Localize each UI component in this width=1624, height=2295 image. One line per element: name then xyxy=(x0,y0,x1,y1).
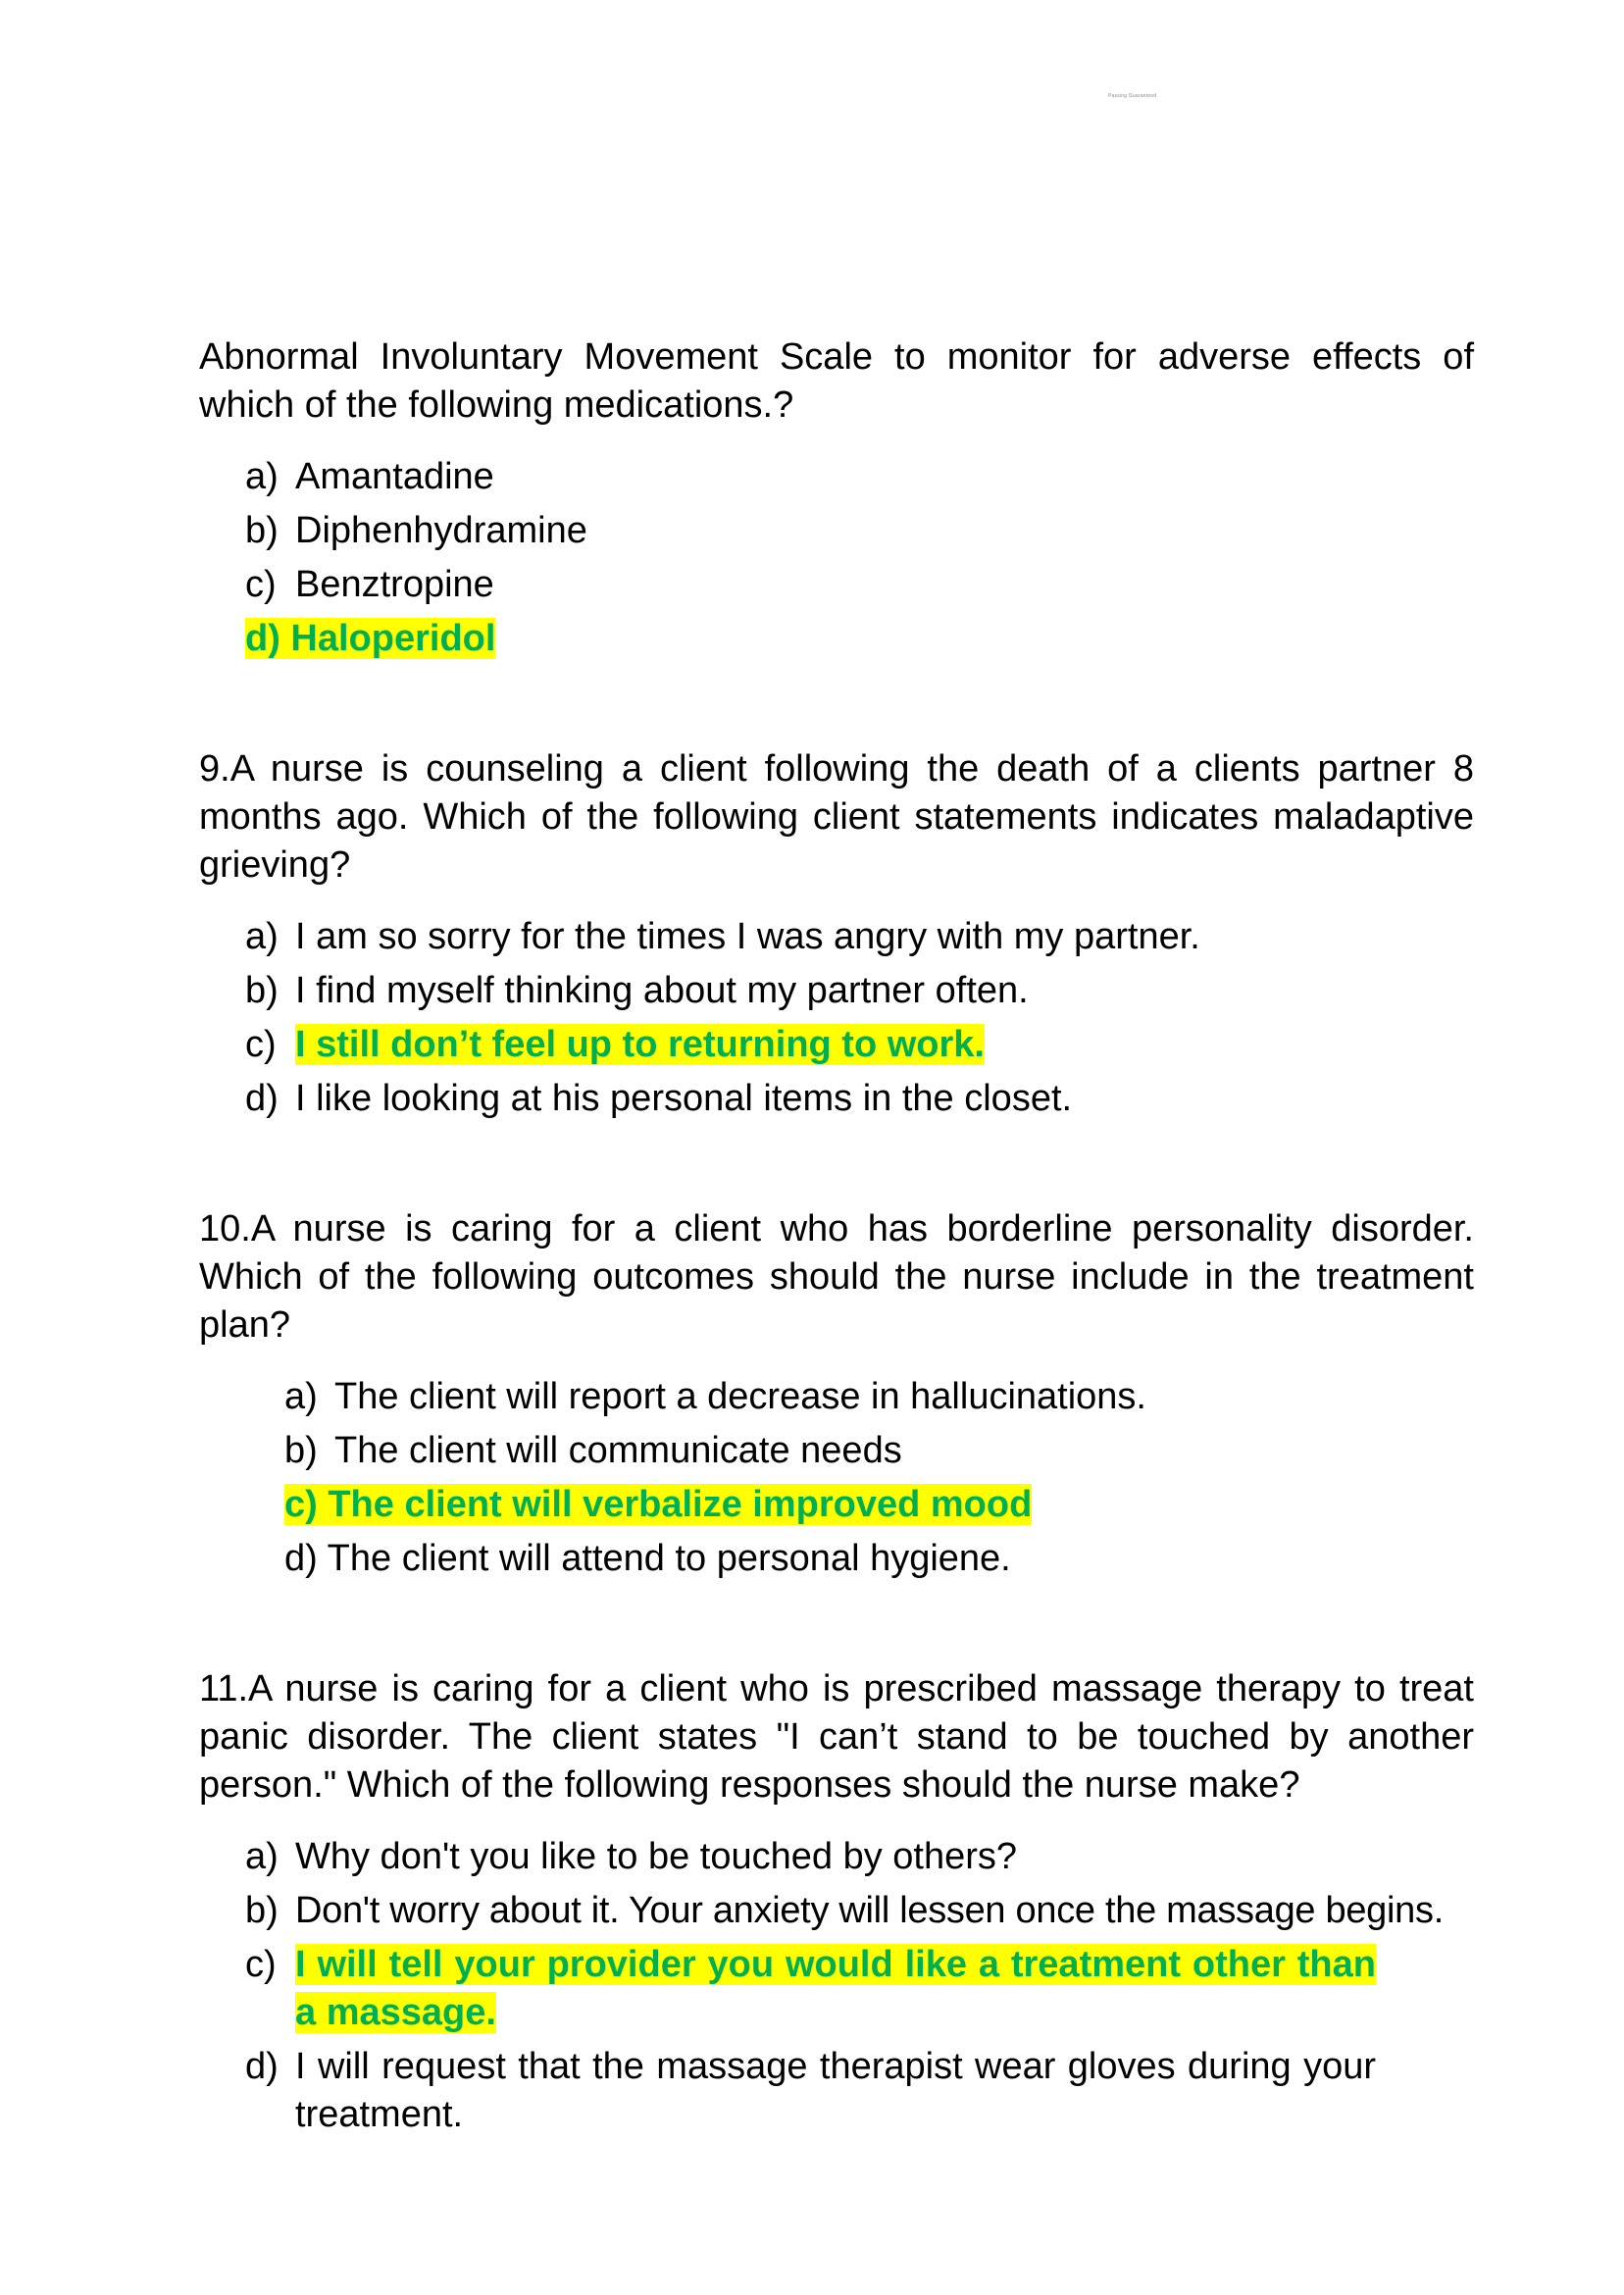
option-label: c) xyxy=(245,1944,277,1985)
answer-option-c-correct xyxy=(199,1481,1474,1529)
question-text: Abnormal Involuntary Movement Scale to monitor for adverse effects of which of the following medications.? xyxy=(199,336,1474,426)
option-label: b) xyxy=(284,1430,318,1471)
answer-option-b xyxy=(199,1427,1474,1475)
highlighted-answer: c) The client will verbalize improved mood xyxy=(284,1484,1033,1525)
question-text: 10.A nurse is caring for a client who has borderline personality disorder. Which of the following outcomes should the nurse include in the treatment plan? xyxy=(199,1208,1474,1346)
option-text xyxy=(295,1941,1376,2037)
option-text xyxy=(295,1021,1474,1069)
option-text: I find myself thinking about my partner often. xyxy=(295,970,1029,1011)
option-label: c) xyxy=(245,1024,277,1065)
answer-option-c xyxy=(199,561,1474,609)
option-label: a) xyxy=(284,1376,318,1417)
option-text: Diphenhydramine xyxy=(295,510,587,551)
option-text: Amantadine xyxy=(295,456,494,497)
option-text: The client will report a decrease in hallucinations. xyxy=(334,1376,1146,1417)
option-text: Don't worry about it. Your anxiety will lessen once the massage begins. xyxy=(295,1890,1444,1931)
option-text: I will request that the massage therapist wear gloves during your treatment. xyxy=(295,2046,1376,2135)
question-block-9 xyxy=(199,745,1474,1123)
answer-option-b xyxy=(199,1887,1474,1935)
question-text: 9.A nurse is counseling a client following the death of a clients partner 8 months ago. Which of the following client statements indicates maladaptive grieving? xyxy=(199,748,1474,886)
answer-option-a xyxy=(199,1373,1474,1421)
option-text: Benztropine xyxy=(295,564,494,605)
option-label: a) xyxy=(245,916,279,957)
document-body xyxy=(199,333,1474,2145)
answer-options xyxy=(199,1373,1474,1583)
question-block-11 xyxy=(199,1665,1474,2139)
highlighted-answer: I will tell your provider you would like a treatment other than a massage. xyxy=(295,1944,1376,2033)
option-label: d) xyxy=(245,1078,279,1119)
question-text: 11.A nurse is caring for a client who is prescribed massage therapy to treat panic disorder. The client states "I can’t stand to be touched by another person." Which of the following responses should the nurse make? xyxy=(199,1668,1474,1806)
answer-option-d xyxy=(199,2043,1474,2139)
answer-option-c-correct xyxy=(199,1021,1474,1069)
page-header-watermark: Passing Guaranteed xyxy=(1108,93,1157,99)
option-text: Why don't you like to be touched by others? xyxy=(295,1836,1018,1877)
option-text: I am so sorry for the times I was angry with my partner. xyxy=(295,916,1200,957)
option-text: d) The client will attend to personal hygiene. xyxy=(284,1538,1011,1579)
answer-option-d xyxy=(199,1535,1474,1583)
answer-options xyxy=(199,913,1474,1123)
answer-option-a xyxy=(199,913,1474,961)
option-label: b) xyxy=(245,510,279,551)
option-label: c) xyxy=(245,564,277,605)
option-label: b) xyxy=(245,1890,279,1931)
option-label: a) xyxy=(245,456,279,497)
answer-option-a xyxy=(199,453,1474,501)
answer-option-b xyxy=(199,967,1474,1015)
option-text: The client will communicate needs xyxy=(334,1430,902,1471)
option-label: b) xyxy=(245,970,279,1011)
question-block-10 xyxy=(199,1205,1474,1583)
answer-option-b xyxy=(199,507,1474,555)
highlighted-answer: I still don’t feel up to returning to work. xyxy=(295,1024,985,1065)
option-label: d) xyxy=(245,2046,279,2087)
option-text: I like looking at his personal items in the closet. xyxy=(295,1078,1073,1119)
question-block-1 xyxy=(199,333,1474,663)
answer-options xyxy=(199,1833,1474,2139)
option-label: a) xyxy=(245,1836,279,1877)
highlighted-answer: d) Haloperidol xyxy=(245,618,496,659)
answer-options xyxy=(199,453,1474,663)
answer-option-c-correct xyxy=(199,1941,1474,2037)
answer-option-d xyxy=(199,1075,1474,1123)
answer-option-d-correct xyxy=(199,615,1474,663)
answer-option-a xyxy=(199,1833,1474,1881)
